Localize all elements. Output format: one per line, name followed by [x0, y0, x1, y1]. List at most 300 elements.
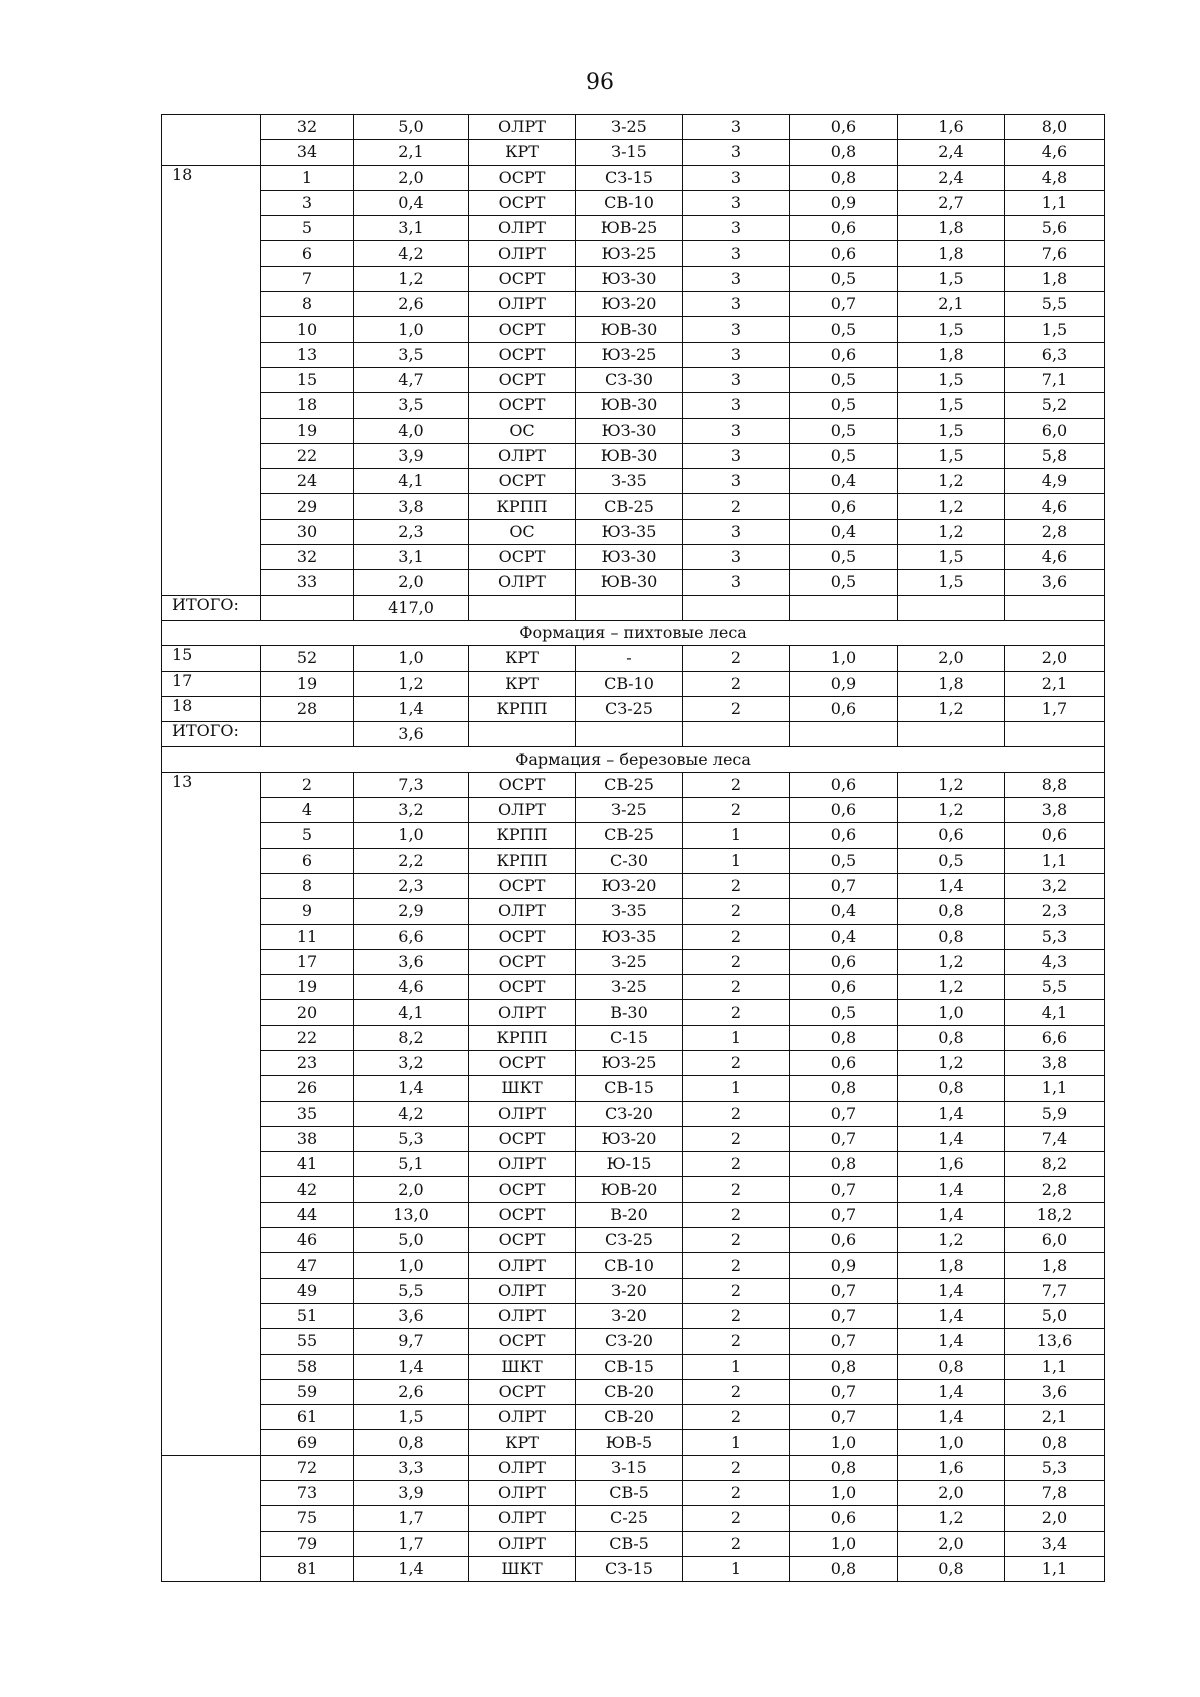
table-cell: 6,3	[1005, 342, 1105, 367]
table-cell: СВ-20	[576, 1405, 683, 1430]
table-cell: 75	[261, 1506, 354, 1531]
table-cell: 5,0	[354, 1228, 469, 1253]
table-cell	[162, 367, 261, 392]
table-cell	[898, 722, 1005, 747]
table-cell	[162, 1556, 261, 1581]
table-cell	[162, 190, 261, 215]
table-cell: 1,0	[354, 1253, 469, 1278]
table-cell: 3	[683, 140, 790, 165]
table-cell: ЮВ-30	[576, 393, 683, 418]
table-cell: СЗ-15	[576, 1556, 683, 1581]
table-row	[162, 848, 1105, 873]
table-cell: ОСРТ	[469, 975, 576, 1000]
table-cell: 1,4	[354, 1354, 469, 1379]
table-cell: ЮЗ-20	[576, 873, 683, 898]
table-cell: ОСРТ	[469, 469, 576, 494]
table-cell: 5,3	[1005, 924, 1105, 949]
table-cell: 0,8	[898, 1076, 1005, 1101]
table-row	[162, 165, 1105, 190]
table-cell: ОСРТ	[469, 772, 576, 797]
table-cell: 58	[261, 1354, 354, 1379]
table-cell: 2,2	[354, 848, 469, 873]
table-cell: 0,4	[790, 519, 898, 544]
table-row	[162, 1025, 1105, 1050]
table-cell: 2,1	[1005, 671, 1105, 696]
table-cell: -	[576, 646, 683, 671]
table-cell: ОСРТ	[469, 1177, 576, 1202]
table-cell: 0,8	[790, 165, 898, 190]
table-row	[162, 469, 1105, 494]
table-cell: 7,6	[1005, 241, 1105, 266]
table-cell: 2	[683, 696, 790, 721]
page-number: 96	[586, 70, 614, 95]
table-cell: 0,8	[790, 1556, 898, 1581]
table-cell	[162, 1177, 261, 1202]
table-cell: ЮВ-30	[576, 317, 683, 342]
table-cell: 41	[261, 1152, 354, 1177]
table-cell: 3	[683, 266, 790, 291]
table-cell	[162, 823, 261, 848]
table-cell: 7,1	[1005, 367, 1105, 392]
table-cell: 3,2	[354, 1050, 469, 1075]
table-cell: 4,1	[354, 1000, 469, 1025]
table-cell: 1,0	[898, 1000, 1005, 1025]
table-cell: 22	[261, 443, 354, 468]
table-cell	[469, 722, 576, 747]
table-cell	[162, 443, 261, 468]
table-cell: КРТ	[469, 1430, 576, 1455]
table-cell	[162, 1000, 261, 1025]
table-cell: З-35	[576, 469, 683, 494]
table-cell: 3	[683, 190, 790, 215]
table-cell: 0,6	[790, 949, 898, 974]
table-cell: 17	[261, 949, 354, 974]
section-header-row	[162, 747, 1105, 772]
table-cell: 1	[683, 1556, 790, 1581]
table-cell: КРПП	[469, 494, 576, 519]
table-cell: 0,7	[790, 1202, 898, 1227]
table-cell: 5	[261, 823, 354, 848]
table-cell: 0,5	[790, 443, 898, 468]
table-cell	[576, 595, 683, 620]
table-cell: 6,6	[354, 924, 469, 949]
table-cell: 20	[261, 1000, 354, 1025]
table-cell: ОЛРТ	[469, 1506, 576, 1531]
table-cell: 0,6	[790, 696, 898, 721]
table-cell: З-25	[576, 949, 683, 974]
table-cell: СВ-15	[576, 1076, 683, 1101]
table-cell: ЮВ-20	[576, 1177, 683, 1202]
table-cell: В-30	[576, 1000, 683, 1025]
table-cell: 0,8	[790, 1076, 898, 1101]
table-cell: 5,2	[1005, 393, 1105, 418]
table-cell: ЮЗ-25	[576, 342, 683, 367]
total-row	[162, 722, 1105, 747]
table-cell: 0,9	[790, 1253, 898, 1278]
table-cell	[162, 924, 261, 949]
table-cell: 0,7	[790, 1177, 898, 1202]
table-cell	[162, 1202, 261, 1227]
table-cell: 0,7	[790, 1126, 898, 1151]
table-cell: ОЛРТ	[469, 1455, 576, 1480]
table-cell: 2	[683, 1303, 790, 1328]
table-cell: 2,1	[1005, 1405, 1105, 1430]
table-cell: 42	[261, 1177, 354, 1202]
table-cell: 2	[683, 1278, 790, 1303]
table-cell: 3,2	[1005, 873, 1105, 898]
table-cell: 2,9	[354, 899, 469, 924]
table-cell: 1,8	[898, 1253, 1005, 1278]
table-cell: 4,1	[1005, 1000, 1105, 1025]
table-cell: 1,0	[790, 1481, 898, 1506]
table-cell: 1,1	[1005, 848, 1105, 873]
table-cell	[576, 722, 683, 747]
table-cell: СВ-10	[576, 671, 683, 696]
table-cell: СВ-5	[576, 1481, 683, 1506]
table-cell	[162, 1405, 261, 1430]
table-cell: 18,2	[1005, 1202, 1105, 1227]
table-cell: 0,7	[790, 292, 898, 317]
table-cell	[162, 798, 261, 823]
table-cell: 1,1	[1005, 190, 1105, 215]
table-cell: 1	[683, 848, 790, 873]
table-cell: ОЛРТ	[469, 1253, 576, 1278]
table-row	[162, 646, 1105, 671]
table-cell: 2	[683, 1177, 790, 1202]
table-cell: 3,6	[354, 1303, 469, 1328]
table-cell: 9,7	[354, 1329, 469, 1354]
table-row	[162, 1278, 1105, 1303]
table-cell: 5,5	[1005, 975, 1105, 1000]
table-cell: 26	[261, 1076, 354, 1101]
table-cell: 0,8	[790, 1455, 898, 1480]
table-cell	[162, 1278, 261, 1303]
table-row	[162, 1556, 1105, 1581]
table-row	[162, 545, 1105, 570]
table-cell	[162, 1050, 261, 1075]
table-cell: 2	[683, 1202, 790, 1227]
table-cell: 3,8	[354, 494, 469, 519]
table-cell	[162, 975, 261, 1000]
table-row	[162, 696, 1105, 721]
table-cell: 1,7	[354, 1506, 469, 1531]
table-cell: 4,6	[1005, 545, 1105, 570]
table-cell: ШКТ	[469, 1556, 576, 1581]
table-cell: 3	[683, 519, 790, 544]
table-cell: 2,0	[898, 1531, 1005, 1556]
table-cell: ОСРТ	[469, 873, 576, 898]
table-cell: 0,5	[790, 317, 898, 342]
table-cell: 47	[261, 1253, 354, 1278]
table-cell: 15	[162, 646, 261, 671]
table-cell: ОЛРТ	[469, 570, 576, 595]
table-cell: 2	[683, 873, 790, 898]
table-cell: ОЛРТ	[469, 1000, 576, 1025]
table-cell: 7	[261, 266, 354, 291]
table-cell: ОСРТ	[469, 949, 576, 974]
table-cell	[162, 1354, 261, 1379]
table-cell	[162, 1329, 261, 1354]
table-cell: 6,0	[1005, 1228, 1105, 1253]
table-cell	[162, 1101, 261, 1126]
table-cell: 1,4	[898, 1177, 1005, 1202]
table-cell: ОСРТ	[469, 924, 576, 949]
table-row	[162, 1354, 1105, 1379]
table-cell: 3	[683, 241, 790, 266]
table-cell	[790, 595, 898, 620]
table-cell: 4,1	[354, 469, 469, 494]
table-cell: ИТОГО:	[162, 722, 261, 747]
table-cell: 0,5	[790, 545, 898, 570]
table-cell: 1,5	[898, 393, 1005, 418]
table-cell: 35	[261, 1101, 354, 1126]
table-cell: 3	[683, 216, 790, 241]
table-cell: 2	[683, 1228, 790, 1253]
table-cell: КРПП	[469, 823, 576, 848]
table-row	[162, 798, 1105, 823]
table-cell	[162, 1430, 261, 1455]
table-cell: 13	[261, 342, 354, 367]
table-cell: 5,1	[354, 1152, 469, 1177]
table-cell: 18	[162, 696, 261, 721]
table-cell	[162, 1228, 261, 1253]
table-cell: ОСРТ	[469, 1050, 576, 1075]
table-cell: 32	[261, 115, 354, 140]
table-cell: 0,8	[898, 899, 1005, 924]
table-cell: 1,2	[898, 772, 1005, 797]
table-cell: 4,0	[354, 418, 469, 443]
table-row	[162, 671, 1105, 696]
table-cell: 4,6	[354, 975, 469, 1000]
table-row	[162, 1379, 1105, 1404]
table-cell: 3,9	[354, 1481, 469, 1506]
table-cell: 4,6	[1005, 140, 1105, 165]
table-cell: 55	[261, 1329, 354, 1354]
table-cell: 3	[683, 393, 790, 418]
table-cell: 0,6	[790, 823, 898, 848]
table-row	[162, 1202, 1105, 1227]
table-cell: З-15	[576, 140, 683, 165]
table-cell: 1,8	[898, 216, 1005, 241]
table-row	[162, 216, 1105, 241]
table-cell: 18	[162, 165, 261, 190]
table-cell: 1,2	[898, 696, 1005, 721]
table-row	[162, 1152, 1105, 1177]
table-cell: 2	[683, 949, 790, 974]
table-cell: 2	[683, 1000, 790, 1025]
table-cell: 7,3	[354, 772, 469, 797]
table-row	[162, 1000, 1105, 1025]
table-cell: 0,4	[790, 469, 898, 494]
table-cell: 32	[261, 545, 354, 570]
table-cell: 1,2	[898, 494, 1005, 519]
table-cell: 1,2	[898, 1506, 1005, 1531]
table-cell: 1	[683, 823, 790, 848]
table-cell: 61	[261, 1405, 354, 1430]
table-cell: 1	[683, 1076, 790, 1101]
table-cell: 5,8	[1005, 443, 1105, 468]
table-cell: 1	[683, 1430, 790, 1455]
table-cell: 1,5	[898, 266, 1005, 291]
table-cell: 3,5	[354, 393, 469, 418]
table-cell: 6,0	[1005, 418, 1105, 443]
table-cell: 2	[683, 1379, 790, 1404]
table-cell: 3,6	[354, 722, 469, 747]
table-cell: 1,2	[898, 949, 1005, 974]
table-cell: 2,3	[354, 519, 469, 544]
table-cell: 1,2	[354, 671, 469, 696]
table-cell: 1,2	[898, 469, 1005, 494]
table-cell: 13	[162, 772, 261, 797]
table-cell: СВ-10	[576, 1253, 683, 1278]
table-cell: 2	[683, 975, 790, 1000]
table-cell	[261, 722, 354, 747]
table-cell: СВ-5	[576, 1531, 683, 1556]
table-cell: 0,8	[1005, 1430, 1105, 1455]
table-row	[162, 1253, 1105, 1278]
table-cell: ОЛРТ	[469, 1531, 576, 1556]
table-cell: 0,5	[898, 848, 1005, 873]
table-cell: КРТ	[469, 671, 576, 696]
table-cell: 1,4	[898, 1303, 1005, 1328]
table-cell: 3	[683, 545, 790, 570]
table-cell: ОСРТ	[469, 393, 576, 418]
table-cell: 1,5	[898, 317, 1005, 342]
table-cell: 1,6	[898, 1455, 1005, 1480]
table-cell: 2,1	[898, 292, 1005, 317]
table-cell: ОЛРТ	[469, 899, 576, 924]
table-cell	[162, 1379, 261, 1404]
table-cell: 1,0	[790, 1430, 898, 1455]
table-cell: 0,6	[790, 216, 898, 241]
table-cell: 2	[683, 1253, 790, 1278]
table-cell: 1,2	[898, 1228, 1005, 1253]
table-cell: 1,2	[354, 266, 469, 291]
table-cell: 2	[683, 1050, 790, 1075]
section-title: Формация – пихтовые леса	[162, 620, 1105, 645]
table-cell: 2,0	[1005, 1506, 1105, 1531]
table-cell: 0,6	[790, 1506, 898, 1531]
table-cell: 2,4	[898, 140, 1005, 165]
table-cell: 2	[683, 1101, 790, 1126]
table-cell: 38	[261, 1126, 354, 1151]
table-cell: ОСРТ	[469, 1202, 576, 1227]
table-cell	[162, 292, 261, 317]
table-cell: 2,0	[1005, 646, 1105, 671]
table-cell: 5	[261, 216, 354, 241]
table-cell: 5,9	[1005, 1101, 1105, 1126]
table-cell: 2,0	[354, 1177, 469, 1202]
table-cell: 3,1	[354, 545, 469, 570]
table-cell: 6	[261, 848, 354, 873]
table-cell: 3,2	[354, 798, 469, 823]
table-cell: 2	[683, 924, 790, 949]
table-cell: ОЛРТ	[469, 1152, 576, 1177]
table-cell	[162, 1076, 261, 1101]
table-cell: 0,7	[790, 1278, 898, 1303]
table-cell: ОЛРТ	[469, 241, 576, 266]
table-row	[162, 1455, 1105, 1480]
table-cell	[162, 418, 261, 443]
table-cell: 2,4	[898, 165, 1005, 190]
table-cell: 0,4	[790, 924, 898, 949]
table-cell: 3	[683, 367, 790, 392]
table-cell: ЮВ-5	[576, 1430, 683, 1455]
table-cell: ЮЗ-25	[576, 241, 683, 266]
table-cell: 8	[261, 873, 354, 898]
table-row	[162, 342, 1105, 367]
table-cell: ОЛРТ	[469, 216, 576, 241]
table-row	[162, 1177, 1105, 1202]
table-row	[162, 241, 1105, 266]
table-cell	[162, 1126, 261, 1151]
table-cell: 15	[261, 367, 354, 392]
table-cell: 0,4	[790, 899, 898, 924]
table-cell: 1,8	[898, 241, 1005, 266]
table-cell: 2,7	[898, 190, 1005, 215]
table-cell: 73	[261, 1481, 354, 1506]
table-cell: 8	[261, 292, 354, 317]
table-cell	[162, 342, 261, 367]
table-cell: ШКТ	[469, 1076, 576, 1101]
table-cell: 44	[261, 1202, 354, 1227]
table-cell: 3,5	[354, 342, 469, 367]
table-cell: 3	[683, 317, 790, 342]
table-cell: 1	[261, 165, 354, 190]
table-cell	[162, 949, 261, 974]
table-cell: ЮВ-30	[576, 443, 683, 468]
table-cell: 5,5	[354, 1278, 469, 1303]
table-cell: 2,6	[354, 1379, 469, 1404]
table-cell: 8,8	[1005, 772, 1105, 797]
table-cell: 0,5	[790, 1000, 898, 1025]
table-cell: 46	[261, 1228, 354, 1253]
section-title: Фармация – березовые леса	[162, 747, 1105, 772]
table-cell: 5,5	[1005, 292, 1105, 317]
table-cell: ЮЗ-25	[576, 1050, 683, 1075]
table-cell	[469, 595, 576, 620]
table-cell: ОЛРТ	[469, 1405, 576, 1430]
table-cell	[162, 1455, 261, 1480]
table-cell: 0,8	[790, 1354, 898, 1379]
table-cell: 5,3	[354, 1126, 469, 1151]
table-cell: 1,0	[790, 646, 898, 671]
table-cell: 2	[683, 798, 790, 823]
table-cell: З-20	[576, 1278, 683, 1303]
table-row	[162, 115, 1105, 140]
table-cell: ОЛРТ	[469, 798, 576, 823]
table-cell: ОЛРТ	[469, 1481, 576, 1506]
table-cell: 3	[683, 115, 790, 140]
table-cell: 1,0	[790, 1531, 898, 1556]
table-cell: 8,2	[1005, 1152, 1105, 1177]
table-cell: З-15	[576, 1455, 683, 1480]
table-cell: 0,6	[790, 1050, 898, 1075]
table-row	[162, 140, 1105, 165]
table-cell: 0,5	[790, 848, 898, 873]
table-row	[162, 519, 1105, 544]
table-cell: 24	[261, 469, 354, 494]
table-cell: ОСРТ	[469, 190, 576, 215]
table-cell: ЮЗ-35	[576, 924, 683, 949]
table-cell: 1	[683, 1025, 790, 1050]
table-cell: 51	[261, 1303, 354, 1328]
table-cell: 3	[683, 292, 790, 317]
table-cell: ОСРТ	[469, 367, 576, 392]
table-cell	[1005, 595, 1105, 620]
table-row	[162, 1126, 1105, 1151]
table-cell: 1,4	[898, 1126, 1005, 1151]
